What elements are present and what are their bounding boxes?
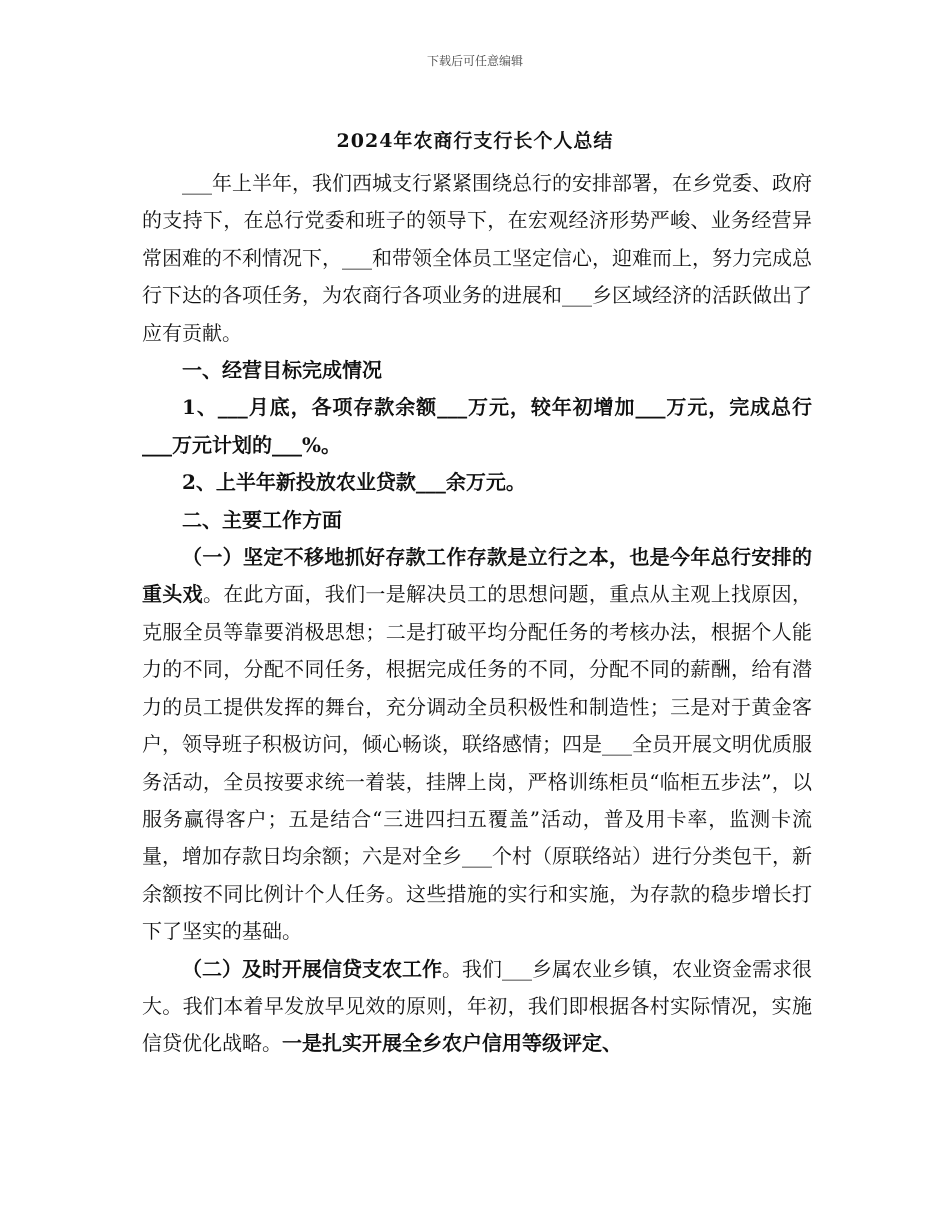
subheading-deposit-work: （一）坚定不移地抓好存款工作存款是立行之本，也是今年总行安排的重头戏 bbox=[142, 545, 812, 607]
credit-work-text: 。我们___乡属农业乡镇，农业资金需求很大。我们本着早发放早见效的原则，年初，我们即根据各村实际情况，实施信贷优化战略。 bbox=[142, 956, 812, 1056]
credit-work-bold-text: 一是扎实开展全乡农户信用等级评定、 bbox=[282, 1031, 622, 1056]
document-title: 2024年农商行支行长个人总结 bbox=[336, 130, 614, 152]
subheading-credit-work: （二）及时开展信贷支农工作 bbox=[182, 956, 442, 981]
section-heading-1: 一、经营目标完成情况 bbox=[182, 358, 382, 383]
paragraph-loans: 2、上半年新投放农业贷款___余万元。 bbox=[182, 470, 526, 495]
paragraph-credit-work bbox=[142, 951, 812, 1063]
paragraph-deposit-work bbox=[142, 539, 812, 950]
paragraph-intro: ___年上半年，我们西城支行紧紧围绕总行的安排部署，在乡党委、政府的支持下，在总行党委和班子的领导下，在宏观经济形势严峻、业务经营异常困难的不利情况下，___和带领全体员工坚定信心，迎难而上，努力完成总行下达的各项任务，为农商行各项业务的进展和___乡区域经济的活跃做出了应有贡献。 bbox=[142, 171, 812, 345]
deposit-work-text: 。在此方面，我们一是解决员工的思想问题，重点从主观上找原因，克服全员等靠要消极思想；二是打破平均分配任务的考核办法，根据个人能力的不同，分配不同任务，根据完成任务的不同，分配不同的薪酬，给有潜力的员工提供发挥的舞台，充分调动全员积极性和制造性；三是对于黄金客户，领导班子积极访问，倾心畅谈，联络感情；四是___全员开展文明优质服务活动，全员按要求统一着装，挂牌上岗，严格训练柜员“临柜五步法”，以服务赢得客户；五是结合“三进四扫五覆盖”活动，普及用卡率，监测卡流量，增加存款日均余额；六是对全乡___个村（原联络站）进行分类包干，新余额按不同比例计个人任务。这些措施的实行和实施，为存款的稳步增长打下了坚实的基础。 bbox=[142, 582, 812, 944]
section-heading-2: 二、主要工作方面 bbox=[182, 507, 342, 532]
document-body bbox=[142, 165, 812, 1063]
paragraph-deposits: 1、___月底，各项存款余额___万元，较年初增加___万元，完成总行___万元计划的___%。 bbox=[142, 395, 812, 457]
page-header: 下载后可任意编辑 bbox=[426, 54, 523, 68]
